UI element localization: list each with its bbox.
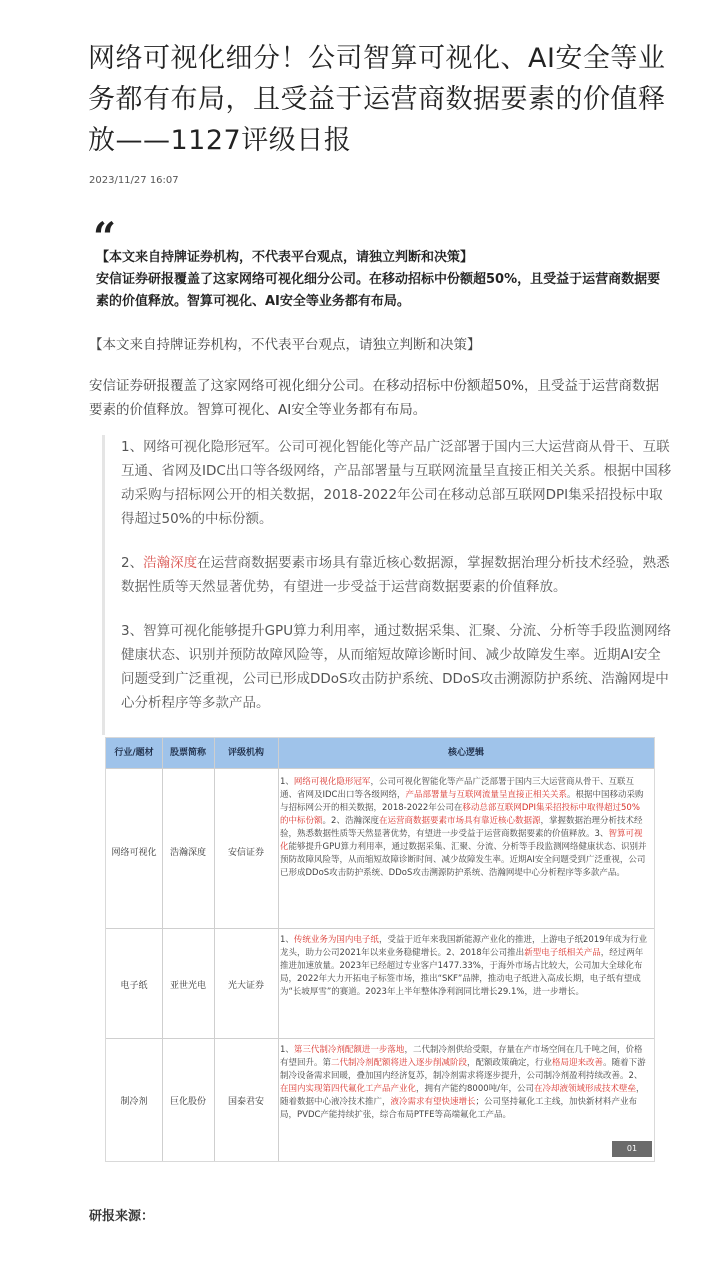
header-stock: 股票简称 <box>169 748 206 758</box>
logic-text: ，受益于近年来我国新能源产业化的推进，上游电子纸2019年成为行业龙头，助力公司2021年以来业务稳健增长。 <box>280 935 648 958</box>
logic-highlight: 第三代制冷剂配额进一步落地 <box>293 1045 405 1055</box>
point-3: 3、智算可视化能够提升GPU算力利用率，通过数据采集、汇聚、分流、分析等手段监测网络健康状态、识别并预防故障风险等，从而缩短故障诊断时间、减少故障发生率。近期AI安全问题受到广泛重视，公司已形成DDoS攻击防护系统、DDoS攻击溯源防护系统、浩瀚网堤中心分析程序等多款产品。 <box>121 623 672 711</box>
logic-text: 1、 <box>280 1045 294 1055</box>
article-title: 网络可视化细分！公司智算可视化、AI安全等业务都有布局，且受益于运营商数据要素的价值释放——1127评级日报 <box>88 43 666 156</box>
logic-text: 。 <box>322 816 332 826</box>
row3-agency: 国泰君安 <box>227 1097 264 1107</box>
header-logic: 核心逻辑 <box>447 748 484 758</box>
logic-text: 1、 <box>280 777 294 787</box>
publish-date: 2023/11/27 16:07 <box>89 175 179 186</box>
logic-highlight: 传统业务为国内电子纸 <box>293 935 379 945</box>
logic-highlight: 在冷却液领域形成技术壁垒 <box>534 1084 637 1094</box>
quote-summary: 安信证券研报覆盖了这家网络可视化细分公司。在移动招标中份额超50%，且受益于运营商数据要素的价值释放。智算可视化、AI安全等业务都有布局。 <box>96 272 661 309</box>
row3-logic <box>280 1044 652 1122</box>
row-divider <box>106 768 654 769</box>
row3-industry: 制冷剂 <box>120 1097 148 1107</box>
logic-highlight: 在运营商数据要素市场具有靠近核心数据源 <box>378 816 541 826</box>
row1-industry: 网络可视化 <box>111 848 157 858</box>
logic-text: ，配额政策确定，行业 <box>467 1058 553 1068</box>
logic-text: 1、 <box>280 935 294 945</box>
logic-text: ，拥有产能约8000吨/年，公司 <box>416 1084 535 1094</box>
column-divider <box>278 738 279 1161</box>
image-watermark: 01 <box>612 1141 652 1157</box>
logic-highlight: 液冷需求有望快速增长 <box>390 1097 476 1107</box>
row1-logic <box>280 776 652 880</box>
logic-highlight: 网络可视化隐形冠军 <box>293 777 371 787</box>
logic-text: 。根据中国移动采购与招标网公开的相关数据，2018-2022年公司在 <box>280 790 644 813</box>
header-industry: 行业/题材 <box>114 748 154 758</box>
row1-agency: 安信证券 <box>227 848 264 858</box>
point-2 <box>121 551 672 599</box>
logic-text: 能够提升GPU算力利用率，通过数据采集、汇聚、分流、分析等手段监测网络健康状态、识别并预防故障风险等，从而缩短故障诊断时间、减少故障发生率。近期AI安全问题受到广泛重视，公司已形成DDoS攻击防护系统、DDoS攻击溯源防护系统、浩瀚网堤中心分析程序等多款产品。 <box>280 842 647 878</box>
logic-text: ，经过两年推进加速放量。2023年已经超过专业客户1477.33%，于海外市场占比较大，公司加大全球化布局，2022年大力开拓电子标签市场，推出“SKF”品牌，推动电子纸进入高成长期，电子纸有望成为“长坡厚雪”的赛道。2023年上半年整体净利润同比增长29.1%，进一步增长。 <box>280 948 644 997</box>
point-2-prefix: 2、 <box>121 555 144 571</box>
logic-text: ，掌握数据治理分析技术经验，熟悉数据性质等天然显著优势，有望进一步受益于运营商数据要素的价值释放。 <box>280 816 643 839</box>
table-header-row <box>106 738 654 768</box>
intro-paragraph: 安信证券研报覆盖了这家网络可视化细分公司。在移动招标中份额超50%，且受益于运营商数据要素的价值释放。智算可视化、AI安全等业务都有布局。 <box>89 378 660 418</box>
report-source-label: 研报来源： <box>89 1209 155 1224</box>
row2-stock: 亚世光电 <box>169 981 206 991</box>
logic-highlight: 移动总部互联网DPI集采招投标中取得超过50%的中标份额 <box>280 803 640 826</box>
logic-text: 2、浩瀚深度 <box>331 816 379 826</box>
quote-disclaimer: 【本文来自持牌证券机构，不代表平台观点，请独立判断和决策】 <box>96 250 474 265</box>
disclaimer-paragraph: 【本文来自持牌证券机构，不代表平台观点，请独立判断和决策】 <box>89 337 481 353</box>
row2-industry: 电子纸 <box>120 981 148 991</box>
logic-text: 2、2018年公司推出 <box>446 948 525 958</box>
company-link[interactable]: 浩瀚深度 <box>143 555 198 571</box>
logic-text: 。随着下游制冷设备需求回暖，叠加国内经济复苏，制冷剂需求将逐步提升，公司制冷剂盈利持续改善。 <box>280 1058 646 1081</box>
logic-text: 2、 <box>628 1071 643 1081</box>
logic-text: ，二代制冷剂供给受限，存量在产市场空间在几千吨之间，价格有望回升。第 <box>280 1045 643 1068</box>
logic-highlight: 在国内实现第四代氟化工产品产业化 <box>280 1084 417 1094</box>
logic-text: ，随着数据中心液冷技术推广， <box>280 1084 645 1107</box>
logic-highlight: 产品部署量与互联网流量呈直接正相关关系 <box>405 790 568 800</box>
point-2-text: 在运营商数据要素市场具有靠近核心数据源，掌握数据治理分析技术经验，熟悉数据性质等天然显著优势，有望进一步受益于运营商数据要素的价值释放。 <box>121 555 670 595</box>
logic-highlight: 智算可视化 <box>280 829 643 852</box>
quote-mark-icon: “ <box>93 214 117 261</box>
header-agency: 评级机构 <box>227 748 264 758</box>
logic-highlight: 格局迎来改善 <box>552 1058 604 1068</box>
row-divider <box>106 928 654 929</box>
logic-text: ；公司坚持氟化工主线，加快新材料产业布局，PVDC产能持续扩张，综合布局PTFE等高端氟化工产品。 <box>280 1097 638 1120</box>
row2-agency: 光大证券 <box>227 981 264 991</box>
logic-highlight: 二代制冷剂配额将进入逐步削减阶段 <box>331 1058 468 1068</box>
row-divider <box>106 1038 654 1039</box>
row1-stock: 浩瀚深度 <box>169 848 206 858</box>
row2-logic <box>280 934 652 999</box>
point-1: 1、网络可视化隐形冠军。公司可视化智能化等产品广泛部署于国内三大运营商从骨干、互联互通、省网及IDC出口等各级网络，产品部署量与互联网流量呈直接正相关关系。根据中国移动采购与招标网公开的相关数据，2018-2022年公司在移动总部互联网DPI集采招投标中取得超过50%的中标份额。 <box>121 439 672 527</box>
rating-table-image <box>105 737 655 1162</box>
logic-text: 3、 <box>594 829 609 839</box>
row3-stock: 巨化股份 <box>169 1097 206 1107</box>
logic-text: ，公司可视化智能化等产品广泛部署于国内三大运营商从骨干、互联互通、省网及IDC出口等各级网络， <box>280 777 634 800</box>
key-points-block <box>102 435 672 735</box>
summary-quote <box>96 247 666 313</box>
logic-highlight: 新型电子纸相关产品 <box>524 948 601 958</box>
